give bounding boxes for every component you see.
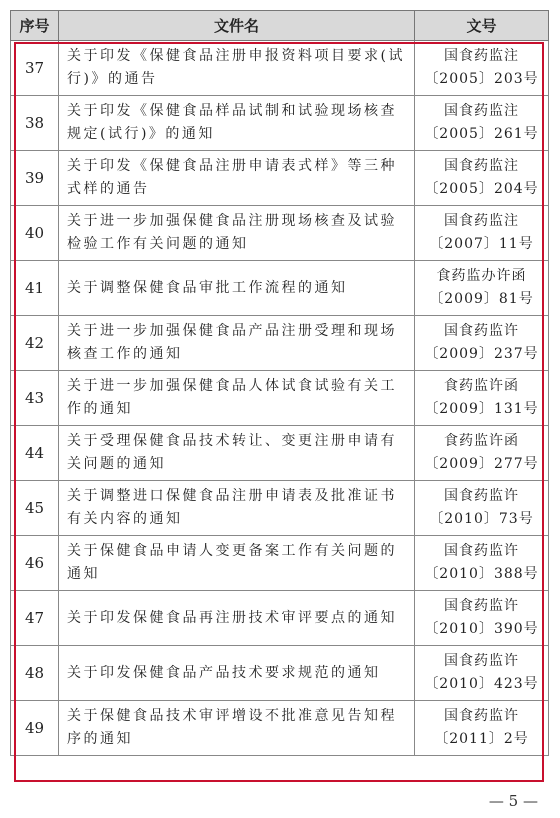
header-document-number: 文号	[415, 11, 549, 41]
table-row	[11, 371, 549, 426]
header-number: 序号	[11, 11, 59, 41]
table-row	[11, 701, 549, 756]
row-number: 38	[11, 96, 59, 151]
row-document-number: 国食药监许〔2010〕388号	[415, 536, 549, 591]
row-document-number: 食药监办许函〔2009〕81号	[415, 261, 549, 316]
row-document-number: 国食药监注〔2005〕204号	[415, 151, 549, 206]
row-document-number: 国食药监许〔2011〕2号	[415, 701, 549, 756]
row-number: 37	[11, 41, 59, 96]
row-number: 42	[11, 316, 59, 371]
row-document-name: 关于印发保健食品产品技术要求规范的通知	[59, 646, 415, 701]
row-number: 46	[11, 536, 59, 591]
row-number: 47	[11, 591, 59, 646]
table-row	[11, 41, 549, 96]
row-document-number: 国食药监许〔2010〕73号	[415, 481, 549, 536]
document-table-container	[10, 10, 548, 756]
row-number: 49	[11, 701, 59, 756]
page-number: — 5 —	[488, 792, 538, 810]
row-document-name: 关于调整保健食品审批工作流程的通知	[59, 261, 415, 316]
row-document-number: 国食药监注〔2007〕11号	[415, 206, 549, 261]
row-document-number: 国食药监许〔2010〕423号	[415, 646, 549, 701]
row-document-number: 国食药监许〔2009〕237号	[415, 316, 549, 371]
row-document-name: 关于进一步加强保健食品注册现场核查及试验检验工作有关问题的通知	[59, 206, 415, 261]
row-number: 41	[11, 261, 59, 316]
row-document-name: 关于进一步加强保健食品产品注册受理和现场核查工作的通知	[59, 316, 415, 371]
table-row	[11, 206, 549, 261]
row-document-name: 关于印发《保健食品样品试制和试验现场核查规定(试行)》的通知	[59, 96, 415, 151]
table-row	[11, 96, 549, 151]
table-row	[11, 426, 549, 481]
row-document-number: 国食药监注〔2005〕203号	[415, 41, 549, 96]
row-number: 44	[11, 426, 59, 481]
table-row	[11, 151, 549, 206]
header-document-name: 文件名	[59, 11, 415, 41]
row-number: 48	[11, 646, 59, 701]
row-number: 45	[11, 481, 59, 536]
row-document-name: 关于保健食品技术审评增设不批准意见告知程序的通知	[59, 701, 415, 756]
row-document-name: 关于印发保健食品再注册技术审评要点的通知	[59, 591, 415, 646]
document-table	[10, 10, 549, 756]
row-document-number: 食药监许函〔2009〕131号	[415, 371, 549, 426]
table-row	[11, 591, 549, 646]
table-row	[11, 261, 549, 316]
table-row	[11, 316, 549, 371]
row-document-name: 关于印发《保健食品注册申请表式样》等三种式样的通告	[59, 151, 415, 206]
row-document-number: 食药监许函〔2009〕277号	[415, 426, 549, 481]
table-row	[11, 646, 549, 701]
table-row	[11, 536, 549, 591]
row-document-number: 国食药监注〔2005〕261号	[415, 96, 549, 151]
row-document-name: 关于受理保健食品技术转让、变更注册申请有关问题的通知	[59, 426, 415, 481]
row-document-name: 关于保健食品申请人变更备案工作有关问题的通知	[59, 536, 415, 591]
row-number: 39	[11, 151, 59, 206]
row-document-number: 国食药监许〔2010〕390号	[415, 591, 549, 646]
row-document-name: 关于印发《保健食品注册申报资料项目要求(试行)》的通告	[59, 41, 415, 96]
row-document-name: 关于进一步加强保健食品人体试食试验有关工作的通知	[59, 371, 415, 426]
table-row	[11, 481, 549, 536]
row-number: 40	[11, 206, 59, 261]
table-header-row	[11, 11, 549, 41]
row-document-name: 关于调整进口保健食品注册申请表及批准证书有关内容的通知	[59, 481, 415, 536]
row-number: 43	[11, 371, 59, 426]
